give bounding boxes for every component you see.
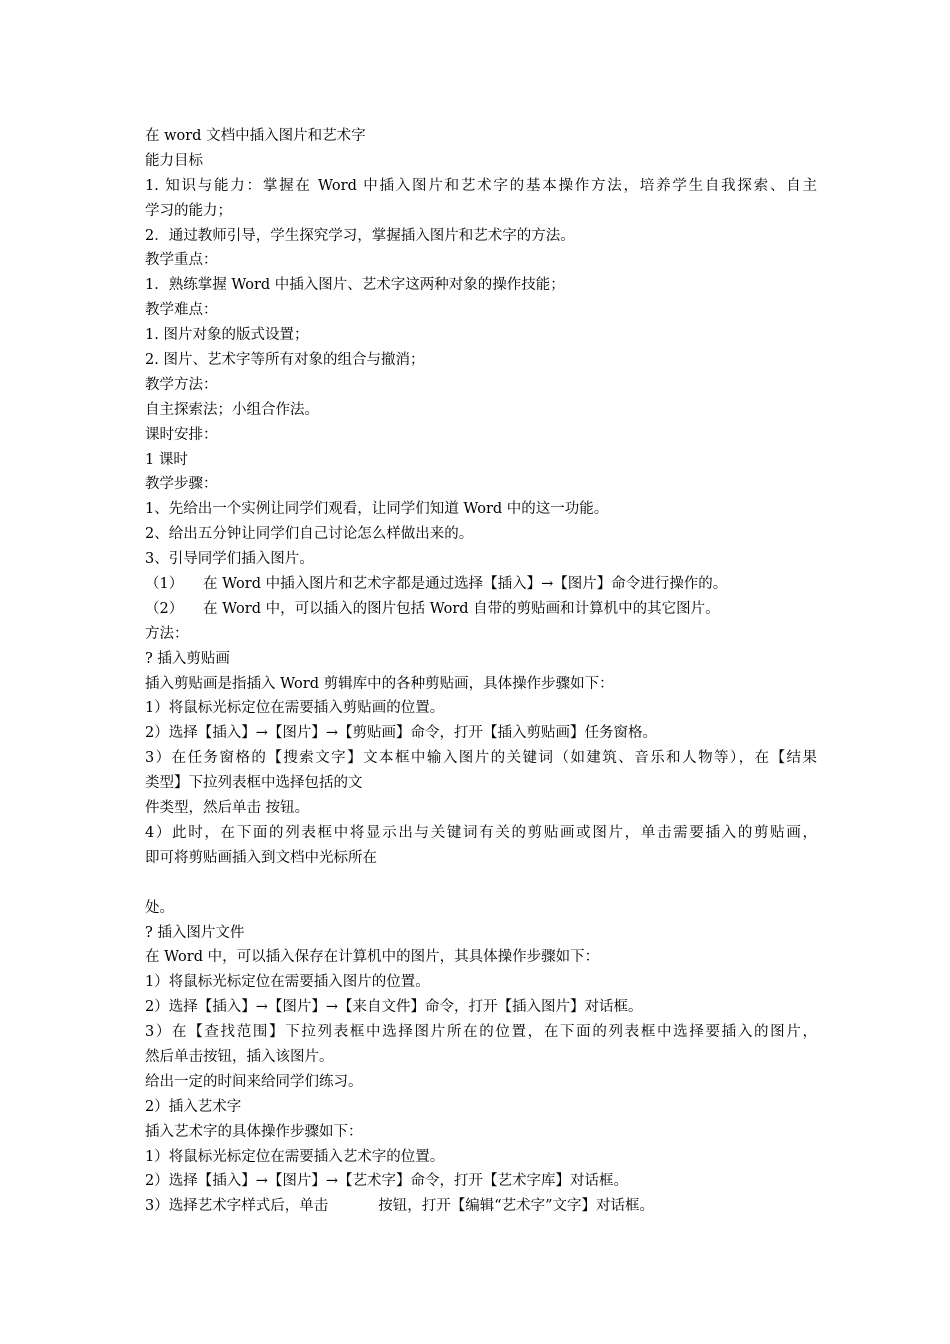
section-heading: 课时安排： — [145, 426, 218, 443]
item-text: 在 Word 中，可以插入的图片包括 Word 自带的剪贴画和计算机中的其它图片。 — [203, 600, 720, 617]
section-heading: 教学步骤： — [145, 476, 218, 493]
document-body — [145, 124, 817, 1219]
section-heading: 教学难点： — [145, 302, 218, 319]
blank-line — [145, 871, 817, 896]
paragraph-line: 2）选择【插入】→【图片】→【剪贴画】命令，打开【插入剪贴画】任务窗格。 — [145, 725, 658, 742]
paragraph-line: 件类型，然后单击 按钮。 — [145, 800, 310, 817]
paragraph-line: 3）在【查找范围】下拉列表框中选择图片所在的位置，在下面的列表框中选择要插入的图片， — [145, 1024, 817, 1041]
section-heading: 教学重点： — [145, 252, 218, 269]
paragraph-line: 2. 图片、艺术字等所有对象的组合与撤消； — [145, 352, 425, 369]
paragraph-line: 1．熟练掌握 Word 中插入图片、艺术字这两种对象的操作技能； — [145, 277, 565, 294]
paragraph-line: 1）将鼠标光标定位在需要插入剪贴画的位置。 — [145, 700, 445, 717]
paragraph-line: 2）选择【插入】→【图片】→【艺术字】命令，打开【艺术字库】对话框。 — [145, 1173, 629, 1190]
paragraph-line: 1）将鼠标光标定位在需要插入图片的位置。 — [145, 974, 430, 991]
paragraph-line — [145, 1194, 817, 1219]
numbered-item — [145, 572, 817, 597]
item-number: （2） — [145, 600, 184, 617]
paragraph-line: 3、引导同学们插入图片。 — [145, 551, 314, 568]
paragraph-line: 插入剪贴画是指插入 Word 剪辑库中的各种剪贴画，具体操作步骤如下： — [145, 675, 614, 692]
paragraph-line: 1 课时 — [145, 451, 188, 468]
subsection-heading: ? 插入图片文件 — [145, 924, 245, 941]
paragraph-line: 3）在任务窗格的【搜索文字】文本框中输入图片的关键词（如建筑、音乐和人物等），在【结果 — [145, 750, 817, 767]
text-after-gap: 按钮，打开【编辑“艺术字”文字】对话框。 — [378, 1198, 655, 1215]
section-heading: 能力目标 — [145, 152, 203, 169]
paragraph-line: 1. 图片对象的版式设置； — [145, 327, 309, 344]
section-heading: 教学方法： — [145, 376, 218, 393]
item-number: （1） — [145, 576, 184, 593]
subsection-heading: 2）插入艺术字 — [145, 1098, 242, 1115]
paragraph-line: 2）选择【插入】→【图片】→【来自文件】命令，打开【插入图片】对话框。 — [145, 999, 643, 1016]
paragraph-line: 即可将剪贴画插入到文档中光标所在 — [145, 849, 377, 866]
section-heading: 方法： — [145, 625, 189, 642]
text-before-gap: 3）选择艺术字样式后，单击 — [145, 1198, 329, 1215]
paragraph-line: 处。 — [145, 899, 174, 916]
paragraph-line: 2、给出五分钟让同学们自己讨论怎么样做出来的。 — [145, 526, 474, 543]
paragraph-line: 1）将鼠标光标定位在需要插入艺术字的位置。 — [145, 1148, 445, 1165]
paragraph-line: 1、先给出一个实例让同学们观看，让同学们知道 Word 中的这一功能。 — [145, 501, 609, 518]
document-title: 在 word 文档中插入图片和艺术字 — [145, 128, 366, 144]
item-text: 在 Word 中插入图片和艺术字都是通过选择【插入】→【图片】命令进行操作的。 — [203, 576, 728, 593]
subsection-heading: ? 插入剪贴画 — [145, 650, 230, 667]
paragraph-line: 插入艺术字的具体操作步骤如下： — [145, 1123, 363, 1140]
paragraph-line: 4）此时，在下面的列表框中将显示出与关键词有关的剪贴画或图片，单击需要插入的剪贴画， — [145, 824, 817, 841]
paragraph-line: 1. 知识与能力：掌握在 Word 中插入图片和艺术字的基本操作方法，培养学生自我探索、自主 — [145, 177, 817, 194]
numbered-item — [145, 597, 817, 622]
paragraph-line: 类型】下拉列表框中选择包括的文 — [145, 775, 363, 792]
paragraph-line: 然后单击按钮，插入该图片。 — [145, 1048, 334, 1065]
paragraph-line: 在 Word 中，可以插入保存在计算机中的图片，其具体操作步骤如下： — [145, 949, 600, 966]
paragraph-line: 2．通过教师引导，学生探究学习，掌握插入图片和艺术字的方法。 — [145, 227, 575, 244]
paragraph-line: 自主探索法；小组合作法。 — [145, 401, 319, 418]
paragraph-line: 学习的能力； — [145, 202, 232, 219]
paragraph-line: 给出一定的时间来给同学们练习。 — [145, 1073, 363, 1090]
